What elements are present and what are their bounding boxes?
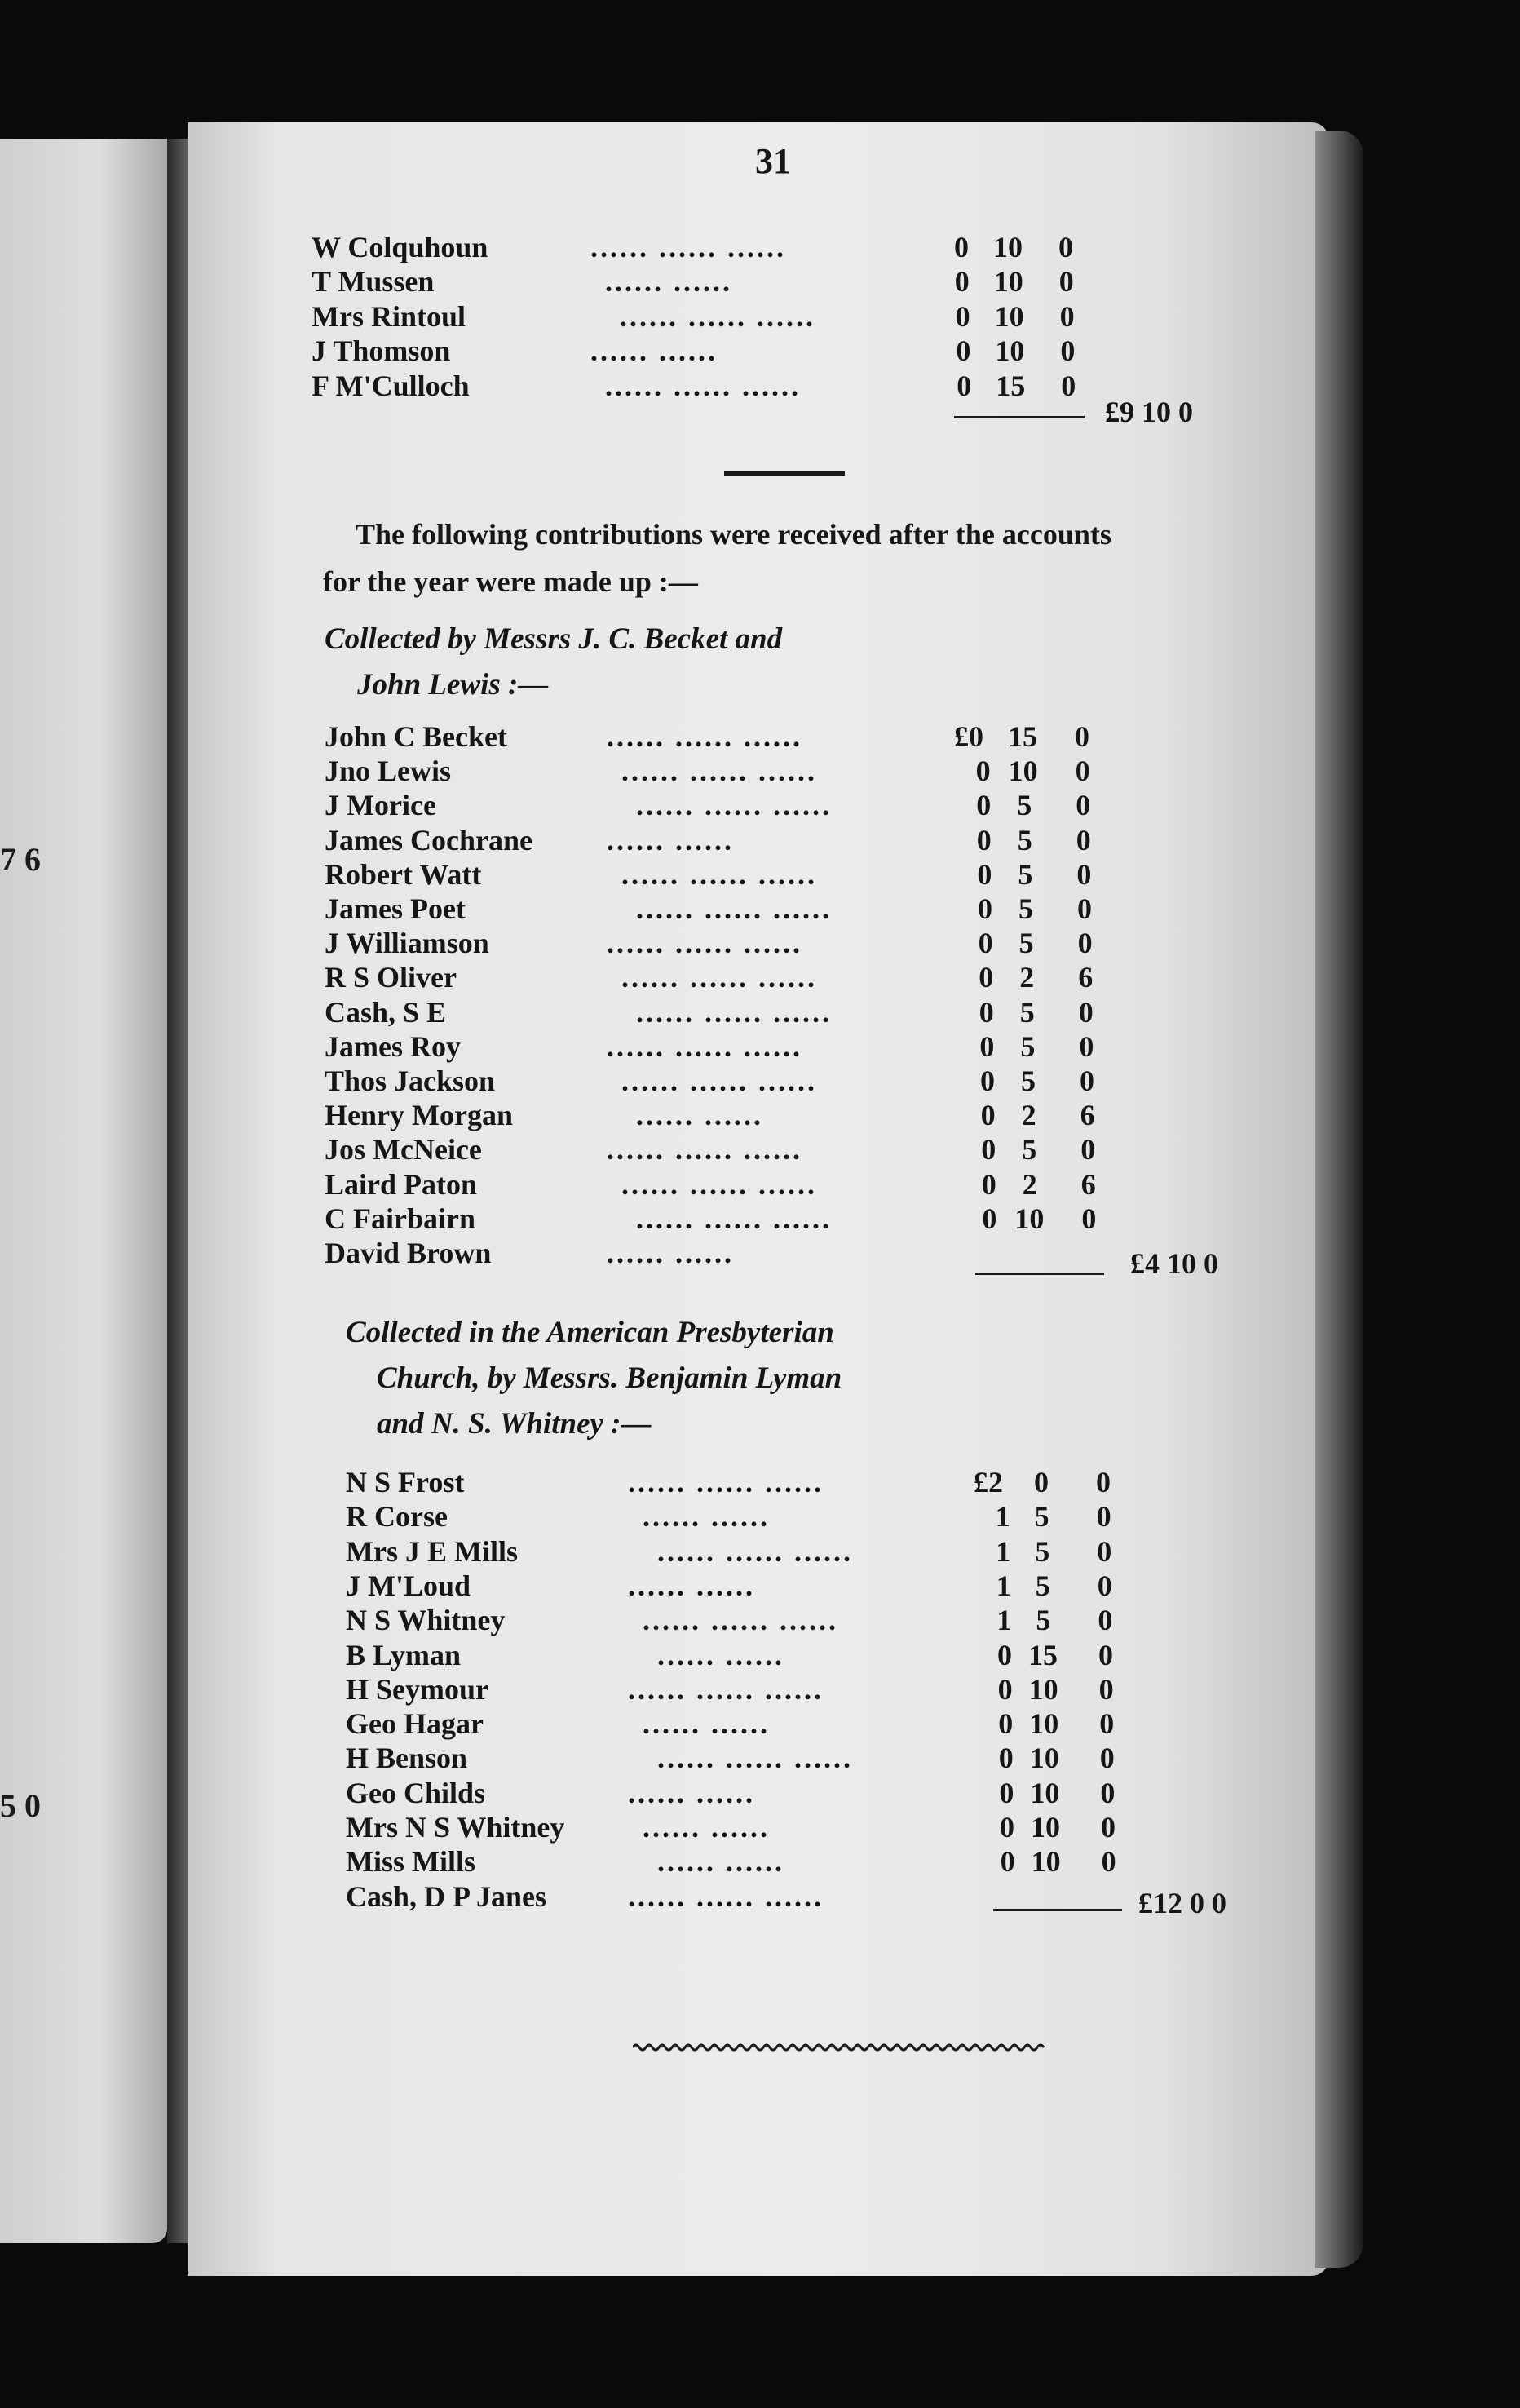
- contributor-name: J Morice: [325, 789, 436, 822]
- contributor-name: J M'Loud: [346, 1569, 471, 1602]
- amount-pounds: 1: [996, 1569, 1011, 1602]
- amount-shillings: 15: [996, 369, 1026, 402]
- contributor-name: Miss Mills: [346, 1845, 475, 1879]
- contributor-name: James Roy: [325, 1029, 461, 1063]
- leader-dots: ...... ......: [636, 1099, 763, 1132]
- contributor-name: H Seymour: [346, 1672, 488, 1706]
- amount-pence: 0: [1077, 927, 1093, 960]
- section-2-heading-1: Collected by Messrs J. C. Becket and: [325, 622, 783, 656]
- leader-dots: ...... ......: [643, 1500, 770, 1534]
- contributor-name: T Mussen: [312, 265, 435, 299]
- leader-dots: ...... ......: [607, 823, 734, 857]
- leader-dots: ...... ...... ......: [643, 1604, 838, 1637]
- amount-pounds: £2: [974, 1466, 1003, 1498]
- amount-pence: 0: [1099, 1707, 1115, 1741]
- leader-dots: ...... ...... ......: [590, 231, 786, 263]
- wavy-end-rule: [633, 2039, 1049, 2056]
- amount-pounds: 0: [981, 1133, 996, 1166]
- contributor-name: J Thomson: [312, 334, 451, 368]
- contributor-name: Geo Childs: [346, 1776, 486, 1809]
- amount-pounds: 0: [982, 1202, 997, 1235]
- leader-dots: ...... ......: [643, 1707, 770, 1741]
- amount-pounds: £0: [954, 720, 983, 753]
- amount-pence: 0: [1078, 995, 1094, 1029]
- contributor-name: Laird Paton: [325, 1167, 478, 1201]
- contributor-name: David Brown: [325, 1237, 492, 1269]
- left-page-edge: [0, 139, 167, 2243]
- amount-shillings: 10: [1008, 755, 1038, 788]
- amount-shillings: 5: [1022, 1133, 1037, 1166]
- amount-pounds: 0: [981, 1167, 996, 1201]
- amount-shillings: 15: [1008, 720, 1037, 753]
- amount-shillings: 2: [1019, 961, 1035, 994]
- amount-shillings: 2: [1022, 1167, 1037, 1201]
- contributor-name: R Corse: [346, 1500, 448, 1534]
- amount-pounds: 1: [996, 1604, 1012, 1637]
- total-rule: [954, 416, 1085, 418]
- amount-shillings: 0: [1034, 1466, 1049, 1498]
- amount-pounds: 0: [997, 1672, 1013, 1706]
- contributor-name: Jos McNeice: [325, 1133, 482, 1166]
- contributor-name: John C Becket: [325, 720, 507, 753]
- amount-pence: 0: [1061, 369, 1076, 402]
- contributor-name: J Williamson: [325, 927, 489, 960]
- amount-pounds: 0: [979, 961, 994, 994]
- amount-pence: 0: [1098, 1672, 1114, 1706]
- amount-pence: 0: [1075, 755, 1090, 788]
- amount-pounds: 0: [998, 1707, 1014, 1741]
- amount-pounds: 0: [976, 789, 992, 822]
- contributor-name: James Cochrane: [325, 823, 532, 857]
- amount-shillings: 10: [993, 231, 1023, 263]
- contributor-name: N S Frost: [346, 1466, 465, 1498]
- amount-shillings: 10: [993, 265, 1023, 299]
- amount-shillings: 5: [1020, 1029, 1036, 1063]
- amount-pence: 0: [1080, 1133, 1096, 1166]
- amount-shillings: 10: [1031, 1811, 1060, 1844]
- left-page-fragment: 7 6: [0, 841, 41, 878]
- amount-pounds: 0: [955, 299, 970, 333]
- leader-dots: ...... ...... ......: [621, 961, 817, 994]
- contributor-name: H Benson: [346, 1742, 468, 1775]
- contributor-name: W Colquhoun: [312, 231, 488, 263]
- amount-shillings: 2: [1021, 1099, 1036, 1132]
- leader-dots: ...... ...... ......: [607, 720, 802, 753]
- amount-pounds: 0: [1000, 1845, 1015, 1879]
- leader-dots: ...... ......: [605, 265, 732, 299]
- amount-shillings: 10: [995, 334, 1025, 368]
- amount-pounds: 0: [975, 755, 991, 788]
- amount-pence: 0: [1058, 265, 1074, 299]
- section-divider: [724, 471, 845, 476]
- amount-pence: 0: [1101, 1845, 1116, 1879]
- amount-pence: 0: [1060, 334, 1076, 368]
- amount-pence: 0: [1096, 1500, 1111, 1534]
- amount-shillings: 5: [1017, 823, 1032, 857]
- leader-dots: ...... ...... ......: [636, 892, 832, 925]
- contributor-name: N S Whitney: [346, 1604, 506, 1637]
- leader-dots: ...... ...... ......: [657, 1742, 853, 1775]
- leader-dots: ...... ......: [607, 1237, 734, 1269]
- page-number: 31: [755, 141, 791, 181]
- intro-line-2: for the year were made up :—: [323, 565, 698, 598]
- amount-shillings: 10: [1031, 1845, 1061, 1879]
- leader-dots: ...... ...... ......: [628, 1879, 824, 1913]
- amount-pence: 6: [1080, 1167, 1096, 1201]
- amount-pence: 0: [1100, 1776, 1116, 1809]
- amount-pounds: 0: [980, 1099, 996, 1132]
- contributor-name: F M'Culloch: [312, 369, 470, 402]
- amount-pounds: 0: [998, 1742, 1014, 1775]
- amount-pence: 0: [1080, 1065, 1094, 1097]
- leader-dots: ...... ...... ......: [621, 1167, 817, 1201]
- leader-dots: ...... ...... ......: [636, 995, 832, 1029]
- leader-dots: ...... ...... ......: [636, 1202, 832, 1235]
- amount-shillings: 5: [1019, 995, 1035, 1029]
- amount-pence: 6: [1080, 1099, 1095, 1132]
- section-3-heading-2: Church, by Messrs. Benjamin Lyman: [377, 1361, 842, 1395]
- amount-pounds: 0: [1000, 1811, 1014, 1844]
- amount-pounds: 0: [980, 1065, 995, 1097]
- amount-pence: 0: [1096, 1466, 1111, 1498]
- contributor-name: Henry Morgan: [325, 1099, 513, 1132]
- contributor-name: Robert Watt: [325, 857, 482, 891]
- amount-shillings: 5: [1018, 892, 1033, 925]
- contributor-name: Mrs Rintoul: [312, 299, 466, 333]
- amount-pounds: 0: [979, 1029, 995, 1063]
- amount-pence: 0: [1081, 1202, 1097, 1235]
- amount-shillings: 10: [1029, 1742, 1059, 1775]
- amount-pence: 0: [1101, 1811, 1116, 1844]
- amount-pence: 0: [1098, 1604, 1113, 1637]
- amount-pence: 0: [1076, 857, 1092, 891]
- amount-pence: 0: [1058, 231, 1073, 263]
- contributor-name: Geo Hagar: [346, 1707, 484, 1741]
- amount-pounds: 0: [956, 334, 971, 368]
- amount-shillings: 10: [1029, 1707, 1059, 1741]
- leader-dots: ...... ...... ......: [620, 299, 815, 333]
- section-3-heading-1: Collected in the American Presbyterian: [346, 1316, 834, 1349]
- amount-pence: 0: [1079, 1029, 1094, 1063]
- contributor-name: B Lyman: [346, 1638, 462, 1671]
- amount-pounds: 0: [997, 1638, 1012, 1671]
- amount-shillings: 5: [1035, 1534, 1050, 1568]
- amount-pounds: 1: [996, 1534, 1011, 1568]
- amount-shillings: 15: [1028, 1638, 1058, 1671]
- amount-pounds: 0: [957, 369, 972, 402]
- amount-shillings: 10: [1014, 1202, 1045, 1235]
- amount-pounds: 0: [999, 1776, 1014, 1809]
- leader-dots: ...... ......: [657, 1638, 784, 1671]
- leader-dots: ...... ...... ......: [605, 369, 801, 402]
- amount-pence: 0: [1077, 892, 1092, 925]
- section-3-heading-3: and N. S. Whitney :—: [377, 1407, 652, 1441]
- contributor-name: Mrs J E Mills: [346, 1534, 518, 1568]
- amount-shillings: 5: [1035, 1569, 1050, 1602]
- contributor-name: R S Oliver: [325, 961, 457, 994]
- leader-dots: ...... ...... ......: [621, 1065, 817, 1097]
- leader-dots: ...... ......: [643, 1811, 770, 1844]
- amount-shillings: 5: [1017, 789, 1032, 822]
- amount-pence: 0: [1097, 1534, 1112, 1568]
- amount-shillings: 10: [1028, 1672, 1058, 1706]
- amount-pence: 0: [1097, 1569, 1112, 1602]
- amount-pence: 0: [1059, 299, 1075, 333]
- contributor-name: C Fairbairn: [325, 1202, 475, 1235]
- amount-pounds: 0: [976, 823, 992, 857]
- leader-dots: ...... ...... ......: [607, 927, 802, 960]
- amount-pounds: 0: [954, 265, 970, 299]
- leader-dots: ...... ...... ......: [628, 1672, 824, 1706]
- amount-pence: 0: [1098, 1638, 1113, 1671]
- total-rule: [975, 1273, 1104, 1275]
- amount-pounds: 0: [954, 231, 969, 263]
- leader-dots: ...... ...... ......: [621, 857, 817, 891]
- amount-pence: 0: [1075, 720, 1089, 753]
- leader-dots: ...... ......: [628, 1569, 755, 1602]
- amount-pence: 0: [1076, 823, 1091, 857]
- amount-pence: 0: [1099, 1742, 1115, 1775]
- amount-pounds: 1: [995, 1500, 1010, 1534]
- section-2-total: £4 10 0: [1130, 1247, 1218, 1280]
- left-page-fragment: 5 0: [0, 1787, 41, 1824]
- contributor-name: Thos Jackson: [325, 1065, 496, 1097]
- leader-dots: ...... ...... ......: [621, 755, 817, 788]
- leader-dots: ...... ...... ......: [607, 1029, 802, 1063]
- amount-pence: 0: [1076, 789, 1091, 822]
- contributor-name: Jno Lewis: [325, 755, 452, 788]
- leader-dots: ...... ......: [628, 1776, 755, 1809]
- total-rule: [993, 1909, 1122, 1911]
- amount-shillings: 5: [1021, 1065, 1036, 1097]
- leader-dots: ...... ...... ......: [607, 1133, 802, 1166]
- page-edge-shadow: [1315, 131, 1363, 2268]
- contributor-name: Mrs N S Whitney: [346, 1811, 565, 1844]
- leader-dots: ...... ...... ......: [636, 789, 832, 822]
- amount-pence: 6: [1078, 961, 1094, 994]
- amount-shillings: 10: [994, 299, 1024, 333]
- amount-shillings: 10: [1030, 1776, 1060, 1809]
- section-2-heading-2: John Lewis :—: [357, 668, 549, 702]
- contributor-name: Cash, D P Janes: [346, 1879, 547, 1913]
- amount-shillings: 5: [1036, 1604, 1051, 1637]
- amount-pounds: 0: [979, 995, 994, 1029]
- amount-shillings: 5: [1018, 927, 1034, 960]
- contributor-name: Cash, S E: [325, 995, 447, 1029]
- section-3-total: £12 0 0: [1138, 1887, 1226, 1919]
- amount-pounds: 0: [978, 927, 993, 960]
- amount-pounds: 0: [977, 857, 992, 891]
- leader-dots: ...... ......: [590, 334, 718, 368]
- leader-dots: ...... ...... ......: [657, 1534, 853, 1568]
- section-1-total: £9 10 0: [1105, 396, 1193, 428]
- amount-pounds: 0: [978, 892, 992, 925]
- intro-line-1: The following contributions were received after the accounts: [356, 518, 1111, 551]
- leader-dots: ...... ...... ......: [628, 1466, 824, 1498]
- amount-shillings: 5: [1034, 1500, 1049, 1534]
- contributor-name: James Poet: [325, 892, 466, 925]
- amount-shillings: 5: [1018, 857, 1033, 891]
- leader-dots: ...... ......: [657, 1845, 784, 1879]
